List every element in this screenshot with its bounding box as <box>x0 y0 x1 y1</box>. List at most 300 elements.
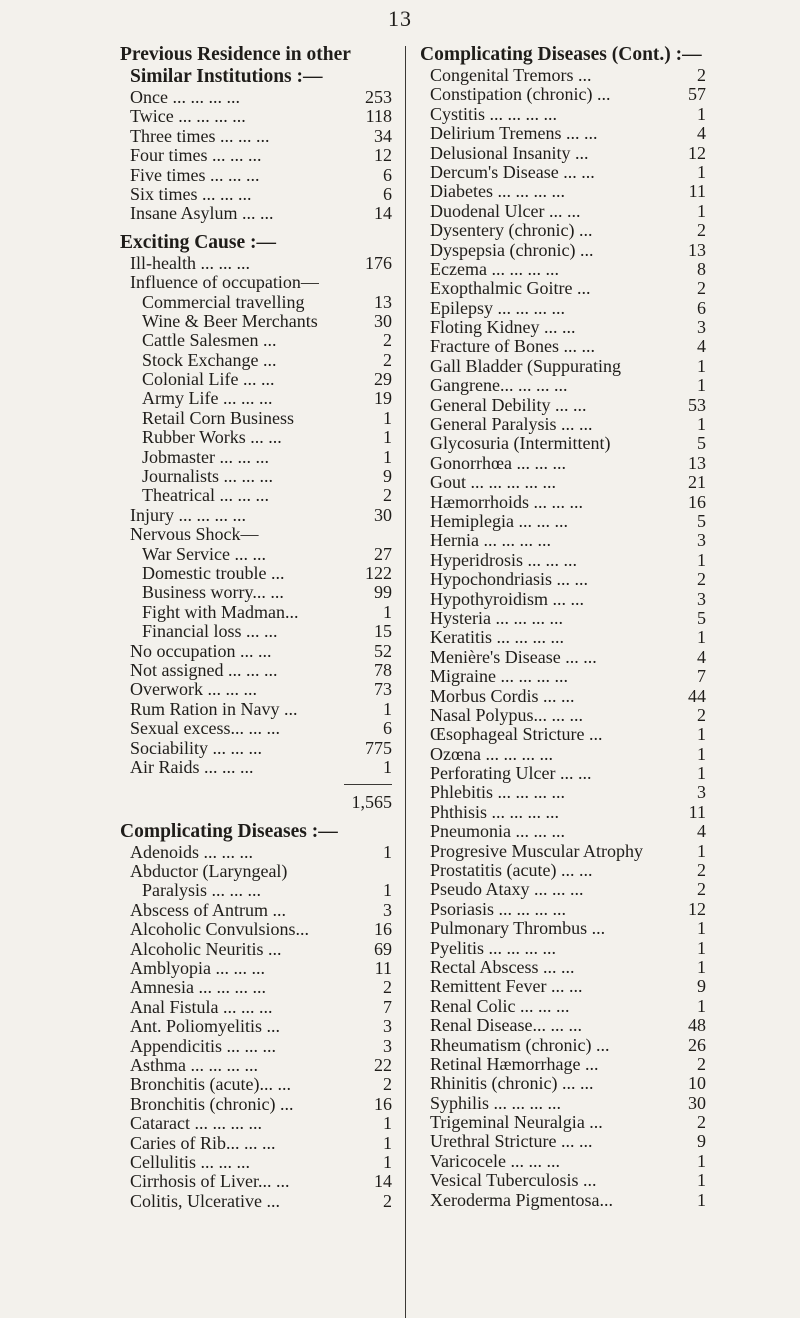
previous-residence-list <box>120 88 392 224</box>
item-value: 5 <box>697 510 706 531</box>
list-item <box>420 415 706 434</box>
item-value: 30 <box>374 504 392 525</box>
item-label: Diabetes ... ... ... ... <box>430 182 565 202</box>
item-value: 1 <box>697 375 706 396</box>
list-item <box>420 1016 706 1035</box>
item-value: 6 <box>697 297 706 318</box>
item-label: Pseudo Ataxy ... ... ... <box>430 880 584 900</box>
list-item <box>120 1114 392 1133</box>
list-item <box>120 959 392 978</box>
item-value: 26 <box>688 1034 706 1055</box>
list-item <box>120 525 392 544</box>
list-item <box>420 939 706 958</box>
item-value: 11 <box>688 181 706 202</box>
item-value: 3 <box>697 530 706 551</box>
list-item <box>120 998 392 1017</box>
item-value: 4 <box>697 821 706 842</box>
list-item <box>120 1095 392 1114</box>
list-item <box>120 940 392 959</box>
item-label: Cataract ... ... ... ... <box>130 1114 262 1134</box>
exciting-cause-total <box>120 793 392 812</box>
item-label: Commercial travelling <box>142 292 305 312</box>
item-value: 27 <box>374 543 392 564</box>
exciting-cause-heading: Exciting Cause :— <box>120 231 276 253</box>
item-value: 2 <box>697 704 706 725</box>
list-item <box>120 409 392 428</box>
previous-residence-subheading: Similar Institutions :— <box>130 66 323 87</box>
item-label: Fight with Madman... <box>142 602 299 622</box>
item-value: 4 <box>697 123 706 144</box>
list-item <box>120 920 392 939</box>
list-item <box>120 739 392 758</box>
list-item <box>120 603 392 622</box>
item-value: 6 <box>383 183 392 204</box>
item-label: Hyperidrosis ... ... ... <box>430 550 577 570</box>
item-value: 6 <box>383 164 392 185</box>
list-item <box>420 706 706 725</box>
list-item <box>420 85 706 104</box>
item-value: 69 <box>374 938 392 959</box>
list-item <box>120 107 392 126</box>
total-value: 1,565 <box>351 792 392 813</box>
item-label: Sociability ... ... ... <box>130 738 262 758</box>
list-item <box>120 901 392 920</box>
item-value: 7 <box>697 666 706 687</box>
item-label: Congenital Tremors ... <box>430 66 592 85</box>
item-label: Cystitis ... ... ... ... <box>430 104 558 124</box>
item-label: Business worry... ... <box>142 583 284 603</box>
list-item <box>120 293 392 312</box>
item-label: Constipation (chronic) ... <box>430 85 611 105</box>
list-item <box>420 337 706 356</box>
item-value: 73 <box>374 679 392 700</box>
item-label: Phlebitis ... ... ... ... <box>430 783 566 803</box>
list-item <box>420 1171 706 1190</box>
list-item <box>120 486 392 505</box>
item-value: 1 <box>383 427 392 448</box>
item-value: 30 <box>688 1092 706 1113</box>
list-item <box>420 144 706 163</box>
item-label: Financial loss ... ... <box>142 622 278 642</box>
list-item <box>420 434 706 453</box>
item-value: 7 <box>383 996 392 1017</box>
item-label: Keratitis ... ... ... ... <box>430 628 564 648</box>
list-item <box>420 725 706 744</box>
item-label: Hypochondriasis ... ... <box>430 570 588 590</box>
item-label: Hysteria ... ... ... ... <box>430 608 563 628</box>
item-label: Rum Ration in Navy ... <box>130 699 298 719</box>
list-item <box>120 448 392 467</box>
item-value: 1 <box>697 627 706 648</box>
item-value: 9 <box>697 1131 706 1152</box>
item-value: 1 <box>383 1113 392 1134</box>
item-label: Gangrene... ... ... ... <box>430 376 568 396</box>
item-label: Xeroderma Pigmentosa... <box>430 1190 613 1210</box>
list-item <box>120 1037 392 1056</box>
list-item <box>120 545 392 564</box>
list-item <box>420 182 706 201</box>
item-label: Exopthalmic Goitre ... <box>430 279 591 299</box>
item-value: 5 <box>697 433 706 454</box>
item-label: Twice ... ... ... ... <box>130 107 246 127</box>
list-item <box>420 880 706 899</box>
item-label: Dyspepsia (chronic) ... <box>430 240 594 260</box>
item-label: Remittent Fever ... ... <box>430 977 583 997</box>
item-label: Gout ... ... ... ... ... <box>430 473 556 493</box>
item-label: Retail Corn Business <box>142 408 294 428</box>
item-label: Perforating Ulcer ... ... <box>430 764 592 784</box>
item-value: 2 <box>383 1074 392 1095</box>
item-value: 2 <box>383 977 392 998</box>
item-label: Colonial Life ... ... <box>142 370 275 390</box>
item-label: Nervous Shock— <box>130 525 259 545</box>
list-item <box>120 185 392 204</box>
item-label: War Service ... ... <box>142 544 267 564</box>
item-label: Rubber Works ... ... <box>142 428 282 448</box>
list-item <box>120 88 392 107</box>
item-value: 1 <box>383 1132 392 1153</box>
list-item <box>420 1036 706 1055</box>
list-item <box>420 241 706 260</box>
item-label: Ozœna ... ... ... ... <box>430 744 553 764</box>
item-value: 2 <box>383 330 392 351</box>
item-label: General Paralysis ... ... <box>430 415 593 435</box>
list-item <box>420 745 706 764</box>
item-label: Colitis, Ulcerative ... <box>130 1191 280 1211</box>
item-label: Renal Disease... ... ... <box>430 1016 582 1036</box>
list-item <box>120 351 392 370</box>
list-item <box>120 204 392 223</box>
item-label: Four times ... ... ... <box>130 146 262 166</box>
item-value: 11 <box>688 801 706 822</box>
item-label: Alcoholic Neuritis ... <box>130 939 282 959</box>
item-label: Gonorrhœa ... ... ... <box>430 453 566 473</box>
item-label: Urethral Stricture ... ... <box>430 1132 593 1152</box>
list-item <box>420 764 706 783</box>
item-label: Journalists ... ... ... <box>142 467 274 487</box>
list-item <box>420 163 706 182</box>
item-label: Nasal Polypus... ... ... <box>430 705 583 725</box>
item-label: Renal Colic ... ... ... <box>430 996 570 1016</box>
list-item <box>120 1192 392 1211</box>
item-value: 1 <box>383 880 392 901</box>
item-value: 1 <box>383 756 392 777</box>
list-item <box>120 146 392 165</box>
item-label: Injury ... ... ... ... <box>130 505 246 525</box>
item-label: Five times ... ... ... <box>130 165 260 185</box>
item-value: 19 <box>374 388 392 409</box>
list-item <box>120 506 392 525</box>
list-item <box>420 958 706 977</box>
item-value: 99 <box>374 582 392 603</box>
list-item <box>120 642 392 661</box>
item-label: Appendicitis ... ... ... <box>130 1036 276 1056</box>
item-label: Pyelitis ... ... ... ... <box>430 938 557 958</box>
item-value: 1 <box>383 601 392 622</box>
list-item <box>420 919 706 938</box>
item-label: Caries of Rib... ... ... <box>130 1133 276 1153</box>
item-value: 1 <box>697 414 706 435</box>
list-item <box>420 1055 706 1074</box>
item-value: 52 <box>374 640 392 661</box>
item-label: Air Raids ... ... ... <box>130 757 254 777</box>
item-label: Insane Asylum ... ... <box>130 204 274 224</box>
item-label: Once ... ... ... ... <box>130 88 240 107</box>
item-value: 1 <box>697 937 706 958</box>
item-value: 16 <box>374 1093 392 1114</box>
item-value: 2 <box>697 569 706 590</box>
item-label: Menière's Disease ... ... <box>430 647 597 667</box>
list-item <box>120 1172 392 1191</box>
item-value: 13 <box>374 291 392 312</box>
item-label: Domestic trouble ... <box>142 563 285 583</box>
item-label: Retinal Hæmorrhage ... <box>430 1054 599 1074</box>
item-label: Prostatitis (acute) ... ... <box>430 861 593 881</box>
list-item <box>120 661 392 680</box>
column-divider <box>405 46 406 1318</box>
item-value: 9 <box>383 466 392 487</box>
item-label: Cellulitis ... ... ... <box>130 1152 251 1172</box>
item-value: 1 <box>383 407 392 428</box>
list-item <box>120 312 392 331</box>
item-label: Duodenal Ulcer ... ... <box>430 201 581 221</box>
item-label: Amblyopia ... ... ... <box>130 959 265 979</box>
list-item <box>120 680 392 699</box>
list-item <box>420 842 706 861</box>
list-item <box>120 331 392 350</box>
complicating-diseases-cont-list <box>420 66 706 1210</box>
item-label: Influence of occupation— <box>130 273 319 293</box>
item-label: Paralysis ... ... ... <box>142 881 261 901</box>
list-item <box>120 467 392 486</box>
item-value: 12 <box>688 142 706 163</box>
item-value: 176 <box>365 252 392 273</box>
list-item <box>120 881 392 900</box>
item-value: 2 <box>383 1190 392 1211</box>
item-value: 1 <box>697 724 706 745</box>
item-label: Dysentery (chronic) ... <box>430 221 593 241</box>
item-label: Migraine ... ... ... ... <box>430 667 568 687</box>
item-label: Three times ... ... ... <box>130 126 270 146</box>
item-value: 2 <box>697 220 706 241</box>
list-item <box>420 1191 706 1210</box>
item-label: Wine & Beer Merchants <box>142 311 318 331</box>
item-value: 1 <box>697 763 706 784</box>
item-label: Progresive Muscular Atrophy <box>430 841 643 861</box>
list-item <box>420 1152 706 1171</box>
item-value: 11 <box>374 958 392 979</box>
list-item <box>420 783 706 802</box>
item-value: 21 <box>688 472 706 493</box>
list-item <box>420 803 706 822</box>
list-item <box>420 357 706 376</box>
item-value: 44 <box>688 685 706 706</box>
item-label: Bronchitis (chronic) ... <box>130 1094 294 1114</box>
item-value: 1 <box>697 956 706 977</box>
list-item <box>120 389 392 408</box>
item-label: Glycosuria (Intermittent) <box>430 434 611 454</box>
item-label: Epilepsy ... ... ... ... <box>430 298 565 318</box>
previous-residence-heading: Previous Residence in other <box>120 44 351 65</box>
item-value: 14 <box>374 1171 392 1192</box>
item-value: 16 <box>374 919 392 940</box>
list-item <box>120 622 392 641</box>
list-item <box>120 1134 392 1153</box>
item-value: 1 <box>383 446 392 467</box>
complicating-diseases-heading: Complicating Diseases :— <box>120 820 338 842</box>
item-value: 9 <box>697 976 706 997</box>
item-value: 8 <box>697 258 706 279</box>
item-value: 3 <box>697 588 706 609</box>
item-label: Abductor (Laryngeal) <box>130 862 288 882</box>
item-value: 5 <box>697 607 706 628</box>
item-label: Hemiplegia ... ... ... <box>430 511 568 531</box>
item-label: Overwork ... ... ... <box>130 680 257 700</box>
item-label: Hypothyroidism ... ... <box>430 589 585 609</box>
list-item <box>120 166 392 185</box>
list-item <box>420 376 706 395</box>
item-value: 1 <box>697 995 706 1016</box>
item-label: Pulmonary Thrombus ... <box>430 919 606 939</box>
item-value: 2 <box>697 1053 706 1074</box>
item-label: Army Life ... ... ... <box>142 389 273 409</box>
item-value: 1 <box>697 103 706 124</box>
item-value: 1 <box>383 1151 392 1172</box>
item-value: 3 <box>383 899 392 920</box>
item-label: Trigeminal Neuralgia ... <box>430 1113 603 1133</box>
item-value: 1 <box>697 1170 706 1191</box>
item-value: 1 <box>697 918 706 939</box>
list-item <box>120 1075 392 1094</box>
item-value: 3 <box>383 1016 392 1037</box>
list-item <box>420 454 706 473</box>
list-item <box>420 396 706 415</box>
item-label: Hernia ... ... ... ... <box>430 531 551 551</box>
item-value: 1 <box>697 355 706 376</box>
item-value: 6 <box>383 718 392 739</box>
item-label: Gall Bladder (Suppurating <box>430 356 621 376</box>
item-value: 122 <box>365 562 392 583</box>
list-item <box>420 609 706 628</box>
item-label: Abscess of Antrum ... <box>130 900 286 920</box>
item-label: Stock Exchange ... <box>142 350 277 370</box>
item-value: 2 <box>697 879 706 900</box>
item-value: 3 <box>383 1035 392 1056</box>
item-label: Alcoholic Convulsions... <box>130 920 309 940</box>
item-value: 12 <box>374 145 392 166</box>
list-item <box>420 124 706 143</box>
list-item <box>120 127 392 146</box>
item-value: 253 <box>365 87 392 107</box>
item-value: 53 <box>688 394 706 415</box>
item-label: Adenoids ... ... ... <box>130 842 253 862</box>
item-label: Floting Kidney ... ... <box>430 318 576 338</box>
item-label: Delirium Tremens ... ... <box>430 124 598 144</box>
list-item <box>420 1094 706 1113</box>
item-value: 48 <box>688 1015 706 1036</box>
list-item <box>120 758 392 777</box>
item-label: Phthisis ... ... ... ... <box>430 802 560 822</box>
item-value: 13 <box>688 239 706 260</box>
item-label: Syphilis ... ... ... ... <box>430 1093 562 1113</box>
list-item <box>120 843 392 862</box>
item-value: 16 <box>688 491 706 512</box>
list-item <box>420 667 706 686</box>
list-item <box>420 279 706 298</box>
item-value: 34 <box>374 125 392 146</box>
item-label: Amnesia ... ... ... ... <box>130 978 266 998</box>
list-item <box>420 861 706 880</box>
right-column <box>420 44 706 1210</box>
item-value: 118 <box>365 106 392 127</box>
item-value: 1 <box>697 549 706 570</box>
item-label: Pneumonia ... ... ... <box>430 822 565 842</box>
item-value: 3 <box>697 782 706 803</box>
item-value: 1 <box>697 200 706 221</box>
item-label: Varicocele ... ... ... <box>430 1151 560 1171</box>
item-label: Anal Fistula ... ... ... <box>130 997 273 1017</box>
list-item <box>120 862 392 881</box>
item-value: 3 <box>697 317 706 338</box>
item-value: 2 <box>383 485 392 506</box>
list-item <box>120 254 392 273</box>
list-item <box>420 493 706 512</box>
left-column <box>120 44 392 1211</box>
list-item <box>120 700 392 719</box>
item-value: 1 <box>697 161 706 182</box>
item-value: 57 <box>688 84 706 105</box>
item-value: 4 <box>697 336 706 357</box>
list-item <box>420 551 706 570</box>
item-label: Eczema ... ... ... ... <box>430 259 559 279</box>
list-item <box>120 1153 392 1172</box>
item-value: 1 <box>697 840 706 861</box>
item-value: 1 <box>383 841 392 862</box>
item-value: 775 <box>365 737 392 758</box>
list-item <box>420 512 706 531</box>
item-value: 1 <box>697 1189 706 1210</box>
list-item <box>420 1132 706 1151</box>
list-item <box>120 564 392 583</box>
list-item <box>120 1056 392 1075</box>
list-item <box>420 473 706 492</box>
item-label: Rectal Abscess ... ... <box>430 957 575 977</box>
page-number: 13 <box>388 6 412 31</box>
item-label: Bronchitis (acute)... ... <box>130 1075 291 1095</box>
item-value: 4 <box>697 646 706 667</box>
list-item <box>420 1074 706 1093</box>
list-item <box>420 628 706 647</box>
item-value: 78 <box>374 659 392 680</box>
item-value: 15 <box>374 621 392 642</box>
item-label: Delusional Insanity ... <box>430 143 589 163</box>
list-item <box>420 997 706 1016</box>
list-item <box>420 977 706 996</box>
list-item <box>120 583 392 602</box>
list-item <box>420 260 706 279</box>
total-rule <box>120 777 392 793</box>
list-item <box>120 719 392 738</box>
item-label: Hæmorrhoids ... ... ... <box>430 492 583 512</box>
item-value: 1 <box>697 743 706 764</box>
item-label: Fracture of Bones ... ... <box>430 337 595 357</box>
list-item <box>120 370 392 389</box>
list-item <box>120 273 392 292</box>
item-value: 14 <box>374 203 392 224</box>
item-label: General Debility ... ... <box>430 395 587 415</box>
list-item <box>420 299 706 318</box>
item-label: Œsophageal Stricture ... <box>430 725 603 745</box>
